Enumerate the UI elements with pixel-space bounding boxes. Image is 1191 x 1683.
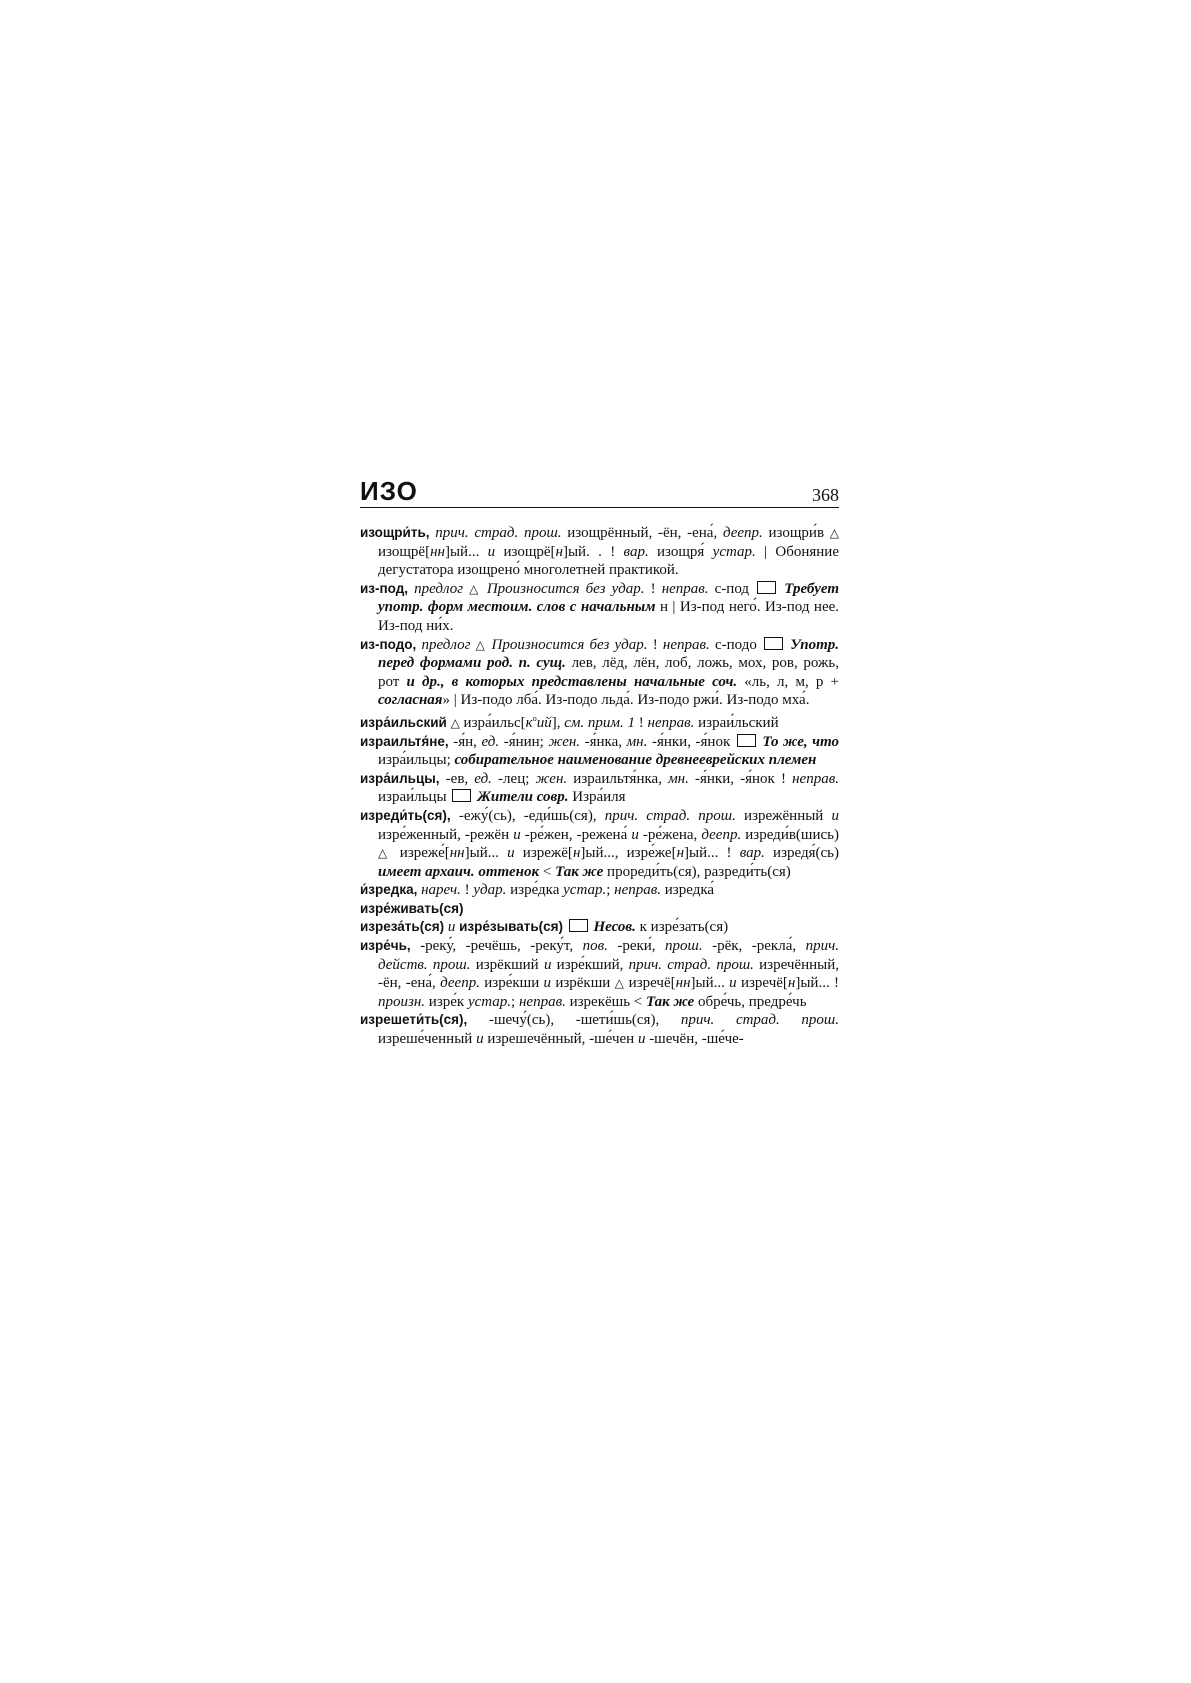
entry-headword: изреза́ть(ся) xyxy=(360,919,445,935)
entry-text: » | Из-подо лба́. Из-подо льда́. Из-подо ржи́. Из-подо мха́. xyxy=(442,692,810,709)
dictionary-entry xyxy=(360,807,839,881)
entry-text: ]ый..., изре́же[ xyxy=(580,845,677,862)
entry-text: -я́нин; xyxy=(499,733,549,750)
square-box-icon xyxy=(757,581,776,594)
entry-text: ий xyxy=(536,714,552,731)
entry-text: н xyxy=(572,845,581,862)
entry-text: Несов. xyxy=(593,919,636,936)
dictionary-entry xyxy=(360,580,839,636)
entry-text: деепр. xyxy=(701,826,742,843)
entry-headword: изрешети́ть(ся), xyxy=(360,1012,468,1028)
entry-headword: изре́чь, xyxy=(360,938,411,954)
entry-text: ; xyxy=(606,882,615,899)
entry-headword: изреди́ть(ся), xyxy=(360,807,451,823)
entry-headword: и́зредка, xyxy=(360,882,418,898)
triangle-icon: △ xyxy=(450,715,460,730)
entry-text: изредя́(сь) xyxy=(764,845,839,862)
entry-text: прич. страд. прош. xyxy=(628,956,754,973)
dictionary-entry xyxy=(360,918,839,937)
entry-text: изощрё[ xyxy=(495,543,556,560)
entry-text: неправ. xyxy=(661,580,709,597)
entry-headword: израильтя́не, xyxy=(360,733,449,749)
entry-text: нн xyxy=(675,975,691,992)
entry-text: изрёкши △ изречё[ xyxy=(551,975,676,992)
entry-text: прич. страд. прош. xyxy=(604,807,736,824)
entry-text: предлог xyxy=(421,636,471,653)
triangle-icon: △ xyxy=(469,581,481,596)
entry-text: изощрённый, -ён, -ена́, xyxy=(561,525,723,541)
entry-text: ]ый... ! xyxy=(684,845,740,862)
entry-text: -шечён, -ше́че- xyxy=(645,1031,744,1048)
entry-text: и xyxy=(637,1031,646,1048)
entry-text: и xyxy=(513,826,521,843)
entry-text: и xyxy=(831,807,839,824)
entry-text: прич. страд. прош. xyxy=(435,525,562,541)
entry-text: вар. xyxy=(739,845,765,862)
entry-text: изре́кши xyxy=(479,975,544,992)
entry-text: | Обоняние дегустатора изощрено́ многолетней практикой. xyxy=(378,543,839,579)
dictionary-entry xyxy=(360,1011,839,1048)
entry-text: к изре́зать(ся) xyxy=(635,919,729,936)
entry-text: произн. xyxy=(378,993,426,1010)
entry-text: с-подо xyxy=(709,636,763,653)
entry-text: Употр. перед формами род. п. сущ. xyxy=(378,636,840,672)
entry-text: ! xyxy=(635,714,648,731)
entry-text: ]ый. . ! xyxy=(562,543,624,560)
entry-text: мн. xyxy=(626,733,648,750)
entry-text: израи́льцы xyxy=(378,789,451,806)
entry-text: собирательное наименование древнееврейских племен xyxy=(454,752,817,769)
dictionary-entry xyxy=(360,770,839,807)
entry-text: неправ. xyxy=(792,770,839,787)
entry-text: ед. xyxy=(481,733,500,750)
entry-text: -я́н, xyxy=(448,733,482,750)
entry-text: ед. xyxy=(474,770,492,787)
entry-text: мн. xyxy=(668,770,689,787)
entry-text: неправ. xyxy=(614,882,662,899)
entry-text: изре́кший, xyxy=(551,956,629,973)
entry-text: неправ. xyxy=(518,993,566,1010)
dictionary-entry: изра́ильский △ $изра́ильс[к^оий]$, см. прим. 1 ! неправ. израи́льский xyxy=(360,713,779,731)
entry-text: △ изра́ильс[ xyxy=(450,714,526,731)
entry-text: ! xyxy=(460,882,474,899)
entry-text: Изра́иля xyxy=(568,789,626,806)
entry-text: ; xyxy=(511,993,519,1010)
entry-text: прош. xyxy=(665,938,703,955)
entry-text: -ре́жен, -режена́ xyxy=(520,826,632,843)
entry-text: вар. xyxy=(623,543,649,560)
entry-text: ]ый... ! xyxy=(795,975,839,992)
entry-text: нн xyxy=(430,543,445,560)
entry-text: изрешечённый, -ше́чен xyxy=(483,1031,638,1048)
square-box-icon xyxy=(569,919,588,932)
entry-text: н xyxy=(555,543,563,560)
entry-text: Требует употр. форм местоим. слов с начальным xyxy=(378,580,840,616)
entry-text: -рёк, -рекла́, xyxy=(702,938,806,955)
entry-text: изрежё[ xyxy=(514,845,573,862)
page-number: 368 xyxy=(812,485,839,505)
dictionary-entry xyxy=(360,900,839,919)
entry-text: и xyxy=(631,826,639,843)
entry-text: см. прим. 1 xyxy=(564,714,636,731)
entry-text: с-под xyxy=(708,580,756,597)
triangle-icon: △ xyxy=(475,637,487,652)
entry-text: и xyxy=(447,919,456,936)
entry-text: изра́ильцы; xyxy=(378,752,455,769)
triangle-icon: △ xyxy=(614,976,625,991)
entry-headword: изра́ильцы, xyxy=(360,770,440,786)
entry-text: и xyxy=(729,975,737,992)
entry-text: изречё[ xyxy=(736,975,788,992)
entry-text: и xyxy=(487,543,496,560)
entry-text: ], xyxy=(551,714,565,731)
entry-text: прич. действ. прош. xyxy=(378,938,839,973)
entry-text: нн xyxy=(449,845,465,862)
entry-text: ]ый... xyxy=(464,845,508,862)
entry-text: То же, что xyxy=(762,733,840,750)
entry-text: н xyxy=(787,975,796,992)
entry-text: -ев, xyxy=(439,770,475,787)
entry-text: изре́зывать(ся) xyxy=(459,919,564,935)
entry-text: и xyxy=(476,1031,484,1048)
dictionary-page xyxy=(360,478,839,1049)
entry-text: -я́нки, -я́нок xyxy=(647,733,735,750)
entry-text: жен. xyxy=(535,770,568,787)
square-box-icon xyxy=(737,734,756,747)
entry-text: -реки́, xyxy=(607,938,666,955)
entry-text: изре́дка xyxy=(506,882,564,899)
entry-text: изречённый, -ён, -ена́, xyxy=(378,956,839,992)
entry-text: устар. xyxy=(563,882,607,899)
entry-text: изощря́ xyxy=(648,543,713,560)
entry-text: израи́льский xyxy=(694,714,779,731)
entry-text: изре́женный, -режён xyxy=(378,826,514,843)
entry-text: обре́чь, предре́чь xyxy=(694,993,807,1010)
entry-text: -реку́, -речёшь, -реку́т, xyxy=(410,938,583,955)
entry-text: н xyxy=(676,845,685,862)
entry-text xyxy=(563,919,567,935)
square-box-icon xyxy=(764,637,783,650)
triangle-icon: △ xyxy=(829,526,839,540)
entry-text: и др., в которых представлены начальные соч. xyxy=(406,673,738,690)
entry-text: изреше́ченный xyxy=(378,1031,477,1048)
entry-text: -я́нка, xyxy=(580,733,627,750)
entry-text: изрежённый xyxy=(735,807,832,824)
entry-text: изредка́ xyxy=(661,882,715,899)
square-box-icon xyxy=(452,789,471,802)
entry-text: Жители совр. xyxy=(477,789,569,806)
entry-text: изре́к xyxy=(425,993,468,1010)
entry-text: израильтя́нка, xyxy=(567,770,669,787)
entry-text: жен. xyxy=(548,733,581,750)
entry-text: изрекёшь < xyxy=(565,993,646,1010)
dictionary-entry xyxy=(360,937,839,1011)
entry-text: устар. xyxy=(467,993,512,1010)
entry-text: и xyxy=(543,975,552,992)
entry-text: «ль, л, м, р + xyxy=(737,673,839,690)
entry-text: < xyxy=(539,863,556,880)
entry-text: удар. xyxy=(473,882,507,899)
entry-text: н | Из-под него́. Из-под нее. Из-под ни́х. xyxy=(378,599,840,634)
entry-text: имеет архаич. оттенок xyxy=(378,863,540,880)
entry-text: изощри́в △ изощрё[ xyxy=(378,525,839,560)
entry-text: деепр. xyxy=(722,525,763,541)
entry-text: ]ый... xyxy=(690,975,730,992)
entry-text: ! xyxy=(647,636,663,653)
entry-text: согласная xyxy=(378,692,443,709)
entry-text: устар. xyxy=(712,543,756,560)
entry-text: Так же xyxy=(646,993,695,1010)
entry-text xyxy=(470,637,491,653)
entry-text: прич. страд. прош. xyxy=(680,1012,840,1029)
entry-text: изрёкший xyxy=(470,956,544,973)
dictionary-entry xyxy=(360,636,839,710)
entry-text: неправ. xyxy=(662,636,710,653)
entry-text: прореди́ть(ся), разреди́ть(ся) xyxy=(603,863,791,880)
entry-text: Так же xyxy=(555,863,604,880)
entry-text: лев, лёд, лён, лоб, ложь, мох, ров, рожь, рот xyxy=(378,655,839,690)
entry-text: -шечу́(сь), -шети́шь(ся), xyxy=(467,1012,681,1029)
dictionary-entry xyxy=(360,733,839,770)
entry-text: ]ый... xyxy=(444,543,488,560)
entry-headword: из-подо, xyxy=(360,636,417,652)
entry-text: -лец; xyxy=(491,770,536,787)
entry-text: неправ. xyxy=(647,714,695,731)
entry-headword: изощри́ть, xyxy=(360,525,430,540)
entry-text: изреди́в(шись) △ изреже́[ xyxy=(378,826,839,862)
entry-text: ! xyxy=(644,580,662,597)
entry-headword: изра́ильский xyxy=(360,714,447,730)
triangle-icon: △ xyxy=(378,846,392,861)
entry-text: предлог xyxy=(414,580,464,597)
running-head: ИЗО xyxy=(360,476,418,506)
dictionary-entry xyxy=(360,524,839,580)
entry-text: -ежу́(сь), -еди́шь(ся), xyxy=(450,807,605,824)
entry-text: и xyxy=(507,845,515,862)
entry-text: и xyxy=(543,956,552,973)
page-header xyxy=(360,478,839,508)
entry-text: -я́нки, -я́нок ! xyxy=(688,770,793,787)
entry-text: Произносится без удар. xyxy=(491,636,648,653)
entry-text: пов. xyxy=(582,938,608,955)
entry-text xyxy=(463,581,487,597)
entry-headword: из-под, xyxy=(360,580,409,596)
entry-text: -ре́жена, xyxy=(638,826,702,843)
dictionary-entry xyxy=(360,881,839,900)
entry-text: к xyxy=(525,714,533,731)
entry-text: деепр. xyxy=(440,975,480,992)
entry-headword: изре́живать(ся) xyxy=(360,900,464,916)
entry-text: нареч. xyxy=(421,882,461,899)
entry-text: Произносится без удар. xyxy=(486,580,645,597)
